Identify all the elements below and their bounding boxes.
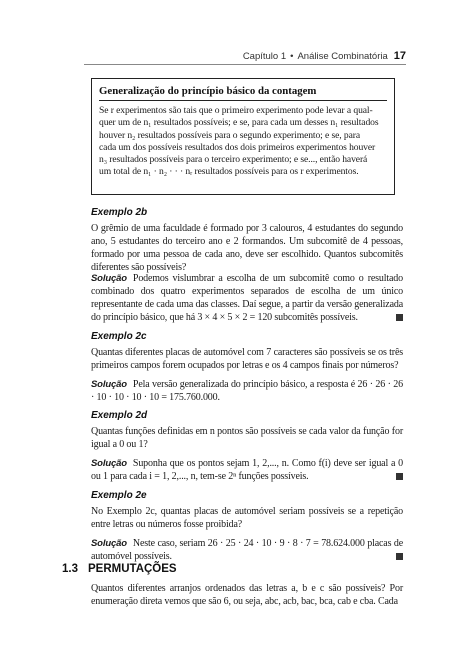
end-of-proof-icon — [396, 553, 403, 560]
section-number: 1.3 — [62, 563, 78, 575]
example-2d-question: Quantas funções definidas em n pontos são possíveis se cada valor da função for igual a 0 ou 1? — [91, 426, 403, 450]
header-separator: • — [290, 51, 294, 62]
solution-text: Podemos vislumbrar a escolha de um subcomitê como o resultado combinado dos quatro experimentos separados de escolha de um único representante de cada uma das classes. Daí segue, a partir da versão generalizada do princípio básico, que há 3 × 4 × 5 × 2 = 120 subcomitês possíveis. — [91, 273, 403, 323]
example-2d-title: Exemplo 2d — [91, 410, 148, 421]
example-2e-solution — [91, 537, 403, 563]
section-heading — [62, 563, 177, 575]
solution-text: Suponha que os pontos sejam 1, 2,..., n. Como f(i) deve ser igual a 0 ou 1 para cada i = 1, 2,..., n, tem-se 2ⁿ funções possíveis. — [91, 458, 403, 482]
definition-body — [99, 105, 387, 179]
solution-text: Neste caso, seriam 26 · 25 · 24 · 10 · 9 · 8 · 7 = 78.624.000 placas de automóvel possíveis. — [91, 538, 403, 562]
example-2d-solution — [91, 457, 403, 483]
definition-line: cada um dos possíveis resultados dos dois primeiros experimentos houver — [99, 141, 376, 153]
example-2c-solution — [91, 378, 403, 404]
section-paragraph: Quantos diferentes arranjos ordenados das letras a, b e c são possíveis? Por enumeração direta vemos que são 6, ou seja, abc, acb, bac, bca, cab e cba. Cada — [91, 583, 403, 607]
example-2c-question: Quantas diferentes placas de automóvel com 7 caracteres são possíveis se os três primeiros campos forem ocupados por letras e os 4 campos finais por números? — [91, 347, 403, 371]
header-rule — [84, 64, 406, 65]
end-of-proof-icon — [396, 473, 403, 480]
solution-label: Solução — [91, 273, 127, 284]
example-2e-question: No Exemplo 2c, quantas placas de automóvel seriam possíveis se a repetição entre letras ou números fosse proibida? — [91, 506, 403, 530]
solution-label: Solução — [91, 379, 127, 390]
page-number: 17 — [393, 50, 406, 62]
definition-line: Se r experimentos são tais que o primeiro experimento pode levar a qual- — [99, 105, 373, 116]
example-2b-question: O grêmio de uma faculdade é formado por 3 calouros, 4 estudantes do segundo ano, 5 estudantes do terceiro ano e 2 formandos. Um subcomitê de 4 pessoas, formado por uma pessoa de cada ano, deve ser escolhido. Quantos subcomitês diferentes são possíveis? — [91, 223, 403, 273]
definition-line: houver n₂ resultados possíveis para o segundo experimento; e se, para — [99, 129, 360, 141]
end-of-proof-icon — [396, 314, 403, 321]
chapter-title: Análise Combinatória — [297, 51, 388, 62]
example-2c-title: Exemplo 2c — [91, 331, 147, 342]
example-2e-title: Exemplo 2e — [91, 490, 147, 501]
running-header — [60, 50, 406, 62]
definition-line: um total de n₁ · n₂ · · · nᵣ resultados possíveis para os r experimentos. — [99, 166, 359, 178]
solution-label: Solução — [91, 538, 127, 549]
example-2b-title: Exemplo 2b — [91, 207, 148, 218]
solution-label: Solução — [91, 458, 127, 469]
solution-text: Pela versão generalizada do princípio básico, a resposta é 26 · 26 · 26 · 10 · 10 · 10 · 10 = 175.760.000. — [91, 379, 403, 403]
definition-line: quer um de n₁ resultados possíveis; e se, para cada um desses n₁ resultados — [99, 117, 379, 129]
section-title: PERMUTAÇÕES — [88, 563, 177, 575]
chapter-label: Capítulo 1 — [242, 51, 287, 62]
example-2b-solution — [91, 272, 403, 324]
definition-title: Generalização do princípio básico da contagem — [99, 85, 387, 101]
definition-line: n₃ resultados possíveis para o terceiro experimento; e se..., então haverá — [99, 154, 368, 166]
definition-box — [91, 78, 395, 195]
